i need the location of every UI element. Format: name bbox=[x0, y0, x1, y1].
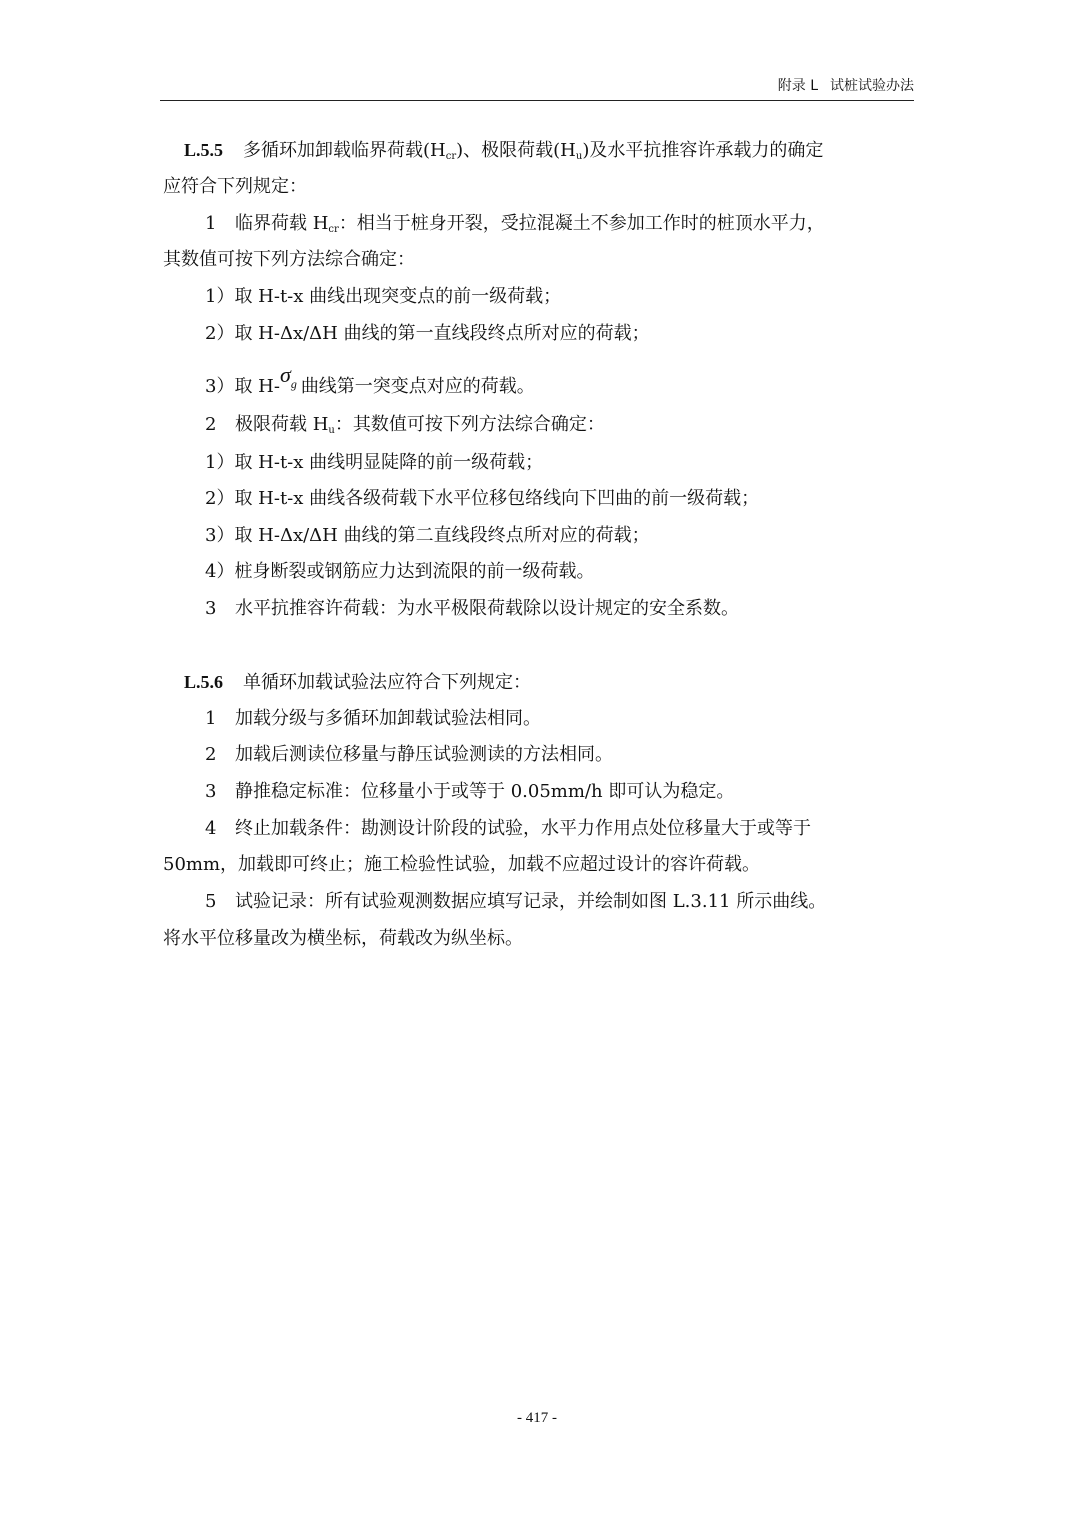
section-l555-heading-cont: 应符合下列规定： bbox=[163, 176, 307, 197]
list-item: 1）取 H-t-x 曲线明显陡降的前一级荷载； bbox=[205, 452, 544, 473]
list-item: 3）取 H-Δx/ΔH 曲线的第二直线段终点所对应的荷载； bbox=[205, 525, 650, 546]
item-ultimate-load: 2 极限荷载 $H_u$：其数值可按下列方法综合确定： bbox=[205, 414, 605, 436]
list-item: 1 加载分级与多循环加卸载试验法相同。 bbox=[205, 708, 541, 729]
section-l555-heading: L.5.5 多循环加卸载临界荷载$(H_{cr})$、极限荷载$(H_u)$及水平抗推容许承载力的确定 bbox=[184, 140, 824, 162]
list-item: 2）取 H-Δx/ΔH 曲线的第一直线段终点所对应的荷载； bbox=[205, 323, 650, 344]
item-critical-load-cont: 其数值可按下列方法综合确定： bbox=[163, 249, 415, 270]
item-allowable-load: 3 水平抗推容许荷载：为水平极限荷载除以设计规定的安全系数。 bbox=[205, 598, 739, 619]
list-item: 2 加载后测读位移量与静压试验测读的方法相同。 bbox=[205, 744, 613, 765]
section-number: L.5.6 bbox=[184, 672, 224, 692]
list-item-cont: 将水平位移量改为横坐标，荷载改为纵坐标。 bbox=[163, 928, 523, 949]
section-l556-heading: L.5.6 单循环加载试验法应符合下列规定： bbox=[184, 672, 532, 693]
list-item: 3 静推稳定标准：位移量小于或等于 0.05mm/h 即可认为稳定。 bbox=[205, 781, 735, 802]
list-item: 5 试验记录：所有试验观测数据应填写记录，并绘制如图 L.3.11 所示曲线。 bbox=[205, 891, 827, 912]
section-number: L.5.5 bbox=[184, 140, 224, 160]
list-item-sigma: 3）取 $H-\sigma^g$ 曲线第一突变点对应的荷载。 bbox=[205, 362, 535, 397]
list-item-cont: 50mm，加载即可终止；施工检验性试验，加载不应超过设计的容许荷载。 bbox=[163, 854, 761, 875]
list-item: 2）取 H-t-x 曲线各级荷载下水平位移包络线向下凹曲的前一级荷载； bbox=[205, 488, 760, 509]
list-item: 1）取 H-t-x 曲线出现突变点的前一级荷载； bbox=[205, 286, 562, 307]
item-critical-load: 1 临界荷载 $H_{cr}$：相当于桩身开裂，受拉混凝土不参加工作时的桩顶水平力， bbox=[205, 213, 825, 235]
header-title: 试桩试验办法 bbox=[830, 78, 914, 94]
list-item: 4 终止加载条件：勘测设计阶段的试验，水平力作用点处位移量大于或等于 bbox=[205, 818, 811, 839]
sigma-symbol: σ bbox=[279, 362, 291, 387]
header-appendix: 附录 L bbox=[777, 78, 818, 94]
list-item: 4）桩身断裂或钢筋应力达到流限的前一级荷载。 bbox=[205, 561, 595, 582]
page-number: - 417 - bbox=[517, 1410, 557, 1426]
